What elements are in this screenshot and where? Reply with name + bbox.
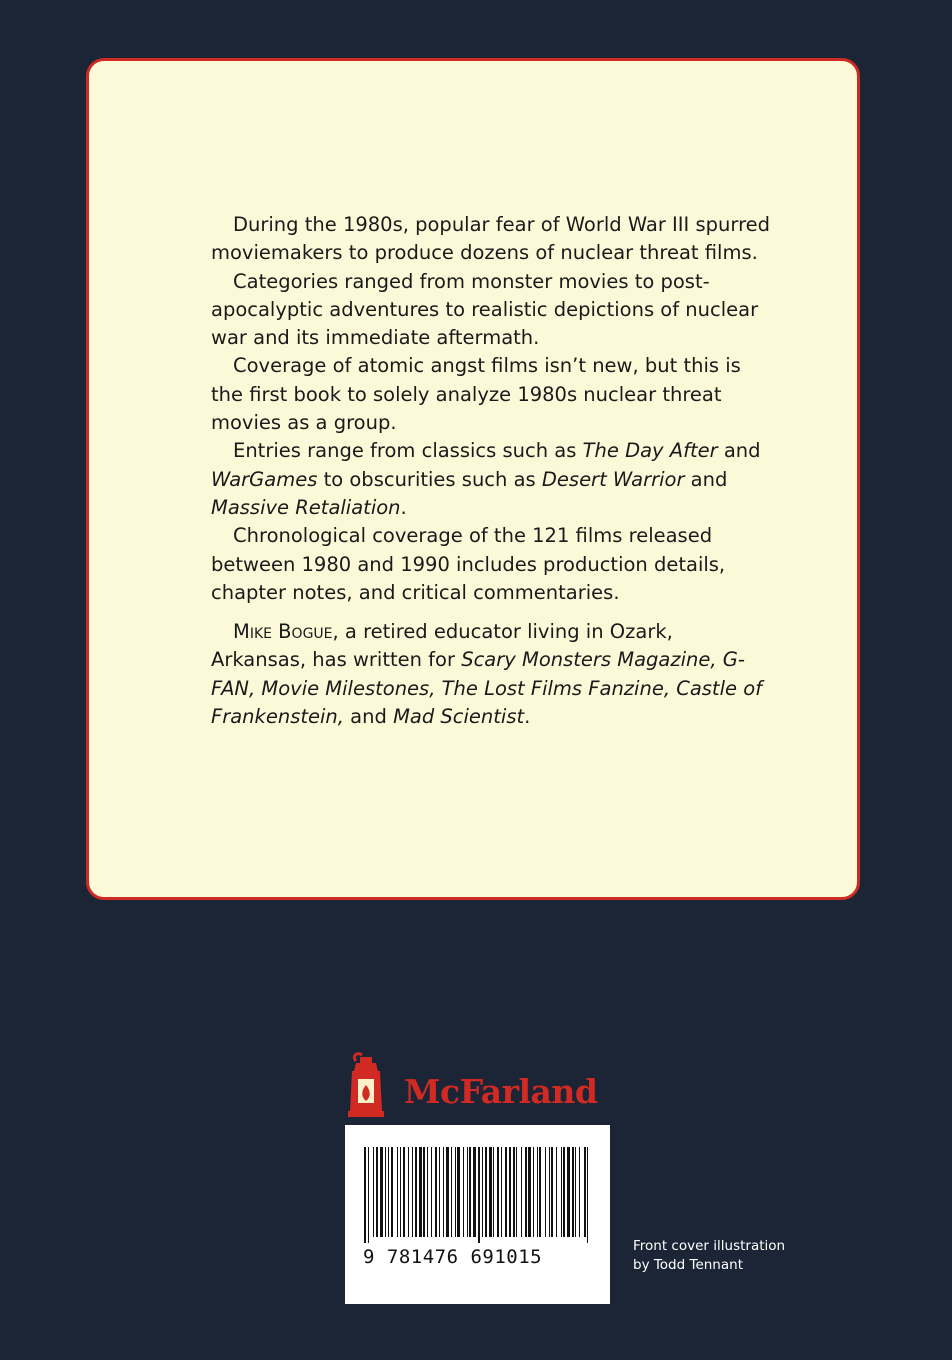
barcode-bar: [533, 1147, 534, 1237]
barcode-bar: [551, 1147, 553, 1237]
barcode-bar: [485, 1147, 487, 1237]
barcode-bar: [563, 1147, 565, 1237]
description-paragraph-2: Categories ranged from monster movies to post-apocalyptic adventures to realistic depictions of nuclear war and its immediate aftermath.: [211, 269, 759, 350]
text-span: Entries range from classics such as: [233, 439, 583, 463]
barcode-bar: [525, 1147, 527, 1237]
barcode-bar: [473, 1147, 476, 1237]
text-span: to obscurities such as: [317, 467, 542, 491]
barcode-bar: [364, 1147, 366, 1243]
barcode-bar: [435, 1147, 437, 1237]
isbn-number: 9 781476 691015: [363, 1246, 543, 1268]
barcode-bar: [457, 1147, 460, 1237]
barcode-bar: [368, 1147, 369, 1243]
publication-title: Mad Scientist: [393, 705, 525, 729]
barcode-bar: [400, 1147, 401, 1237]
text-span: .: [524, 705, 531, 729]
credit-line-2: by Todd Tennant: [633, 1257, 743, 1273]
barcode-bar: [451, 1147, 452, 1237]
barcode-bar: [545, 1147, 546, 1237]
description-paragraph-1: During the 1980s, popular fear of World War III spurred moviemakers to produce dozens of nuclear threat films.: [211, 213, 771, 265]
publication-list: Scary Monsters Magazine, G-FAN, Movie Milestones, The Lost Films Fanzine, Castle of Frankenstein,: [211, 648, 762, 729]
barcode-bar: [539, 1147, 541, 1237]
film-title: Desert Warrior: [541, 467, 685, 491]
barcode-bar: [575, 1147, 576, 1237]
barcode-bar: [561, 1147, 562, 1237]
barcode-bar: [380, 1147, 383, 1237]
film-title: WarGames: [211, 467, 318, 491]
barcode-bar: [478, 1147, 480, 1243]
barcode-bar: [415, 1147, 417, 1237]
barcode-bar: [467, 1147, 468, 1237]
isbn-barcode: [345, 1125, 610, 1304]
barcode-bar: [455, 1147, 456, 1237]
barcode-bar: [397, 1147, 398, 1237]
text-span: , a retired educator living in Ozark, Arkansas, has written for: [211, 620, 673, 672]
barcode-bar: [513, 1147, 515, 1237]
barcode-bar: [469, 1147, 471, 1237]
barcode-bar: [439, 1147, 440, 1237]
barcode-bar: [489, 1147, 492, 1237]
barcode-bar: [482, 1147, 483, 1237]
barcode-bar: [412, 1147, 413, 1237]
barcode-bar: [501, 1147, 502, 1237]
barcode-bar: [521, 1147, 522, 1237]
barcode-bar: [509, 1147, 511, 1237]
barcode-bar: [446, 1147, 449, 1237]
barcode-bar: [423, 1147, 425, 1237]
film-title: The Day After: [582, 439, 718, 463]
barcode-bar: [376, 1147, 378, 1237]
author-name: Mike Bogue: [233, 620, 333, 644]
barcode-bar: [431, 1147, 432, 1237]
barcode-bar: [493, 1147, 494, 1237]
barcode-bar: [385, 1147, 386, 1237]
description-paragraph-5: Chronological coverage of the 121 films released between 1980 and 1990 includes production details, chapter notes, and critical commentaries.: [211, 524, 726, 604]
barcode-bar: [528, 1147, 531, 1237]
barcode-bar: [556, 1147, 557, 1237]
film-title: Massive Retaliation: [211, 495, 401, 519]
text-span: and: [343, 705, 394, 729]
barcode-bar: [463, 1147, 464, 1237]
credit-line-1: Front cover illustration: [633, 1238, 786, 1254]
barcode-bar: [373, 1147, 374, 1237]
barcode-bar: [567, 1147, 570, 1237]
barcode-bar: [403, 1147, 405, 1237]
cover-credit: [633, 1237, 785, 1275]
barcode-bar: [408, 1147, 409, 1237]
barcode-bar: [388, 1147, 389, 1237]
barcode-bar: [419, 1147, 422, 1237]
barcode-bar: [443, 1147, 444, 1237]
text-span: and: [684, 467, 728, 491]
description-paragraph-4: [211, 437, 771, 522]
barcode-bar: [587, 1147, 588, 1243]
text-span: .: [400, 495, 407, 519]
barcode-bar: [497, 1147, 499, 1237]
barcode-bar: [427, 1147, 428, 1237]
barcode-bar: [516, 1147, 517, 1237]
barcode-bar: [584, 1147, 586, 1237]
barcode-bar: [505, 1147, 507, 1237]
barcode-bar: [549, 1147, 550, 1237]
publisher-name: McFarland: [404, 1072, 598, 1111]
book-description: [211, 211, 771, 731]
barcode-bar: [391, 1147, 393, 1237]
barcode-bar: [537, 1147, 538, 1237]
barcode-bar: [572, 1147, 574, 1237]
description-paragraph-3: Coverage of atomic angst films isn’t new, but this is the first book to solely analyze 1980s nuclear threat movies as a group.: [211, 354, 741, 435]
text-span: and: [717, 439, 761, 463]
barcode-bar: [579, 1147, 580, 1237]
barcode-bars: [364, 1147, 594, 1243]
author-bio: [211, 618, 771, 731]
